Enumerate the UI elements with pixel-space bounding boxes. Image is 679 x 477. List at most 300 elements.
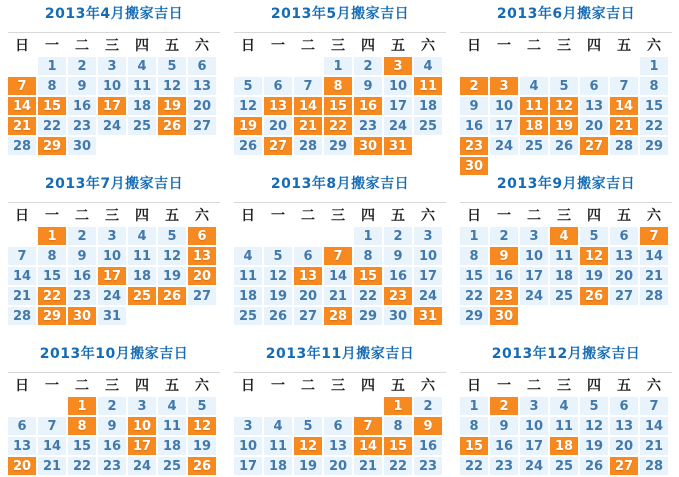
auspicious-day-cell: 29	[38, 307, 66, 325]
day-cell: 15	[38, 267, 66, 285]
calendar-grid	[6, 203, 218, 327]
day-cell: 10	[520, 417, 548, 435]
day-cell: 23	[68, 117, 96, 135]
weekday-header: 五	[391, 208, 405, 224]
week-row	[8, 247, 216, 265]
day-cell: 25	[158, 457, 186, 475]
day-cell: 26	[234, 137, 262, 155]
empty-cell	[128, 137, 156, 155]
day-cell: 27	[610, 287, 638, 305]
week-row	[460, 117, 668, 135]
auspicious-day-cell: 27	[264, 137, 292, 155]
empty-cell	[8, 57, 36, 75]
day-cell: 16	[68, 97, 96, 115]
day-cell: 12	[264, 267, 292, 285]
day-cell: 6	[8, 417, 36, 435]
weekday-header: 四	[587, 378, 601, 394]
auspicious-day-cell: 12	[294, 437, 322, 455]
auspicious-day-cell: 20	[8, 457, 36, 475]
weekday-header: 二	[527, 38, 541, 54]
auspicious-day-cell: 11	[414, 77, 442, 95]
day-cell: 27	[294, 307, 322, 325]
day-cell: 22	[460, 457, 488, 475]
empty-cell	[234, 227, 262, 245]
day-cell: 11	[234, 267, 262, 285]
weekday-header: 六	[195, 208, 209, 224]
calendar-2013-11	[226, 340, 452, 477]
auspicious-day-cell: 17	[98, 267, 126, 285]
weekday-header: 日	[241, 378, 255, 394]
week-row	[460, 77, 668, 95]
day-cell: 18	[128, 97, 156, 115]
day-cell: 18	[158, 437, 186, 455]
day-cell: 1	[460, 227, 488, 245]
day-cell: 11	[128, 77, 156, 95]
calendar-grid	[232, 373, 444, 477]
day-cell: 16	[68, 267, 96, 285]
week-row	[8, 97, 216, 115]
day-cell: 19	[264, 287, 292, 305]
day-cell: 17	[520, 267, 548, 285]
day-cell: 11	[550, 247, 578, 265]
day-cell: 5	[294, 417, 322, 435]
day-cell: 2	[354, 57, 382, 75]
weekday-header: 三	[105, 378, 119, 394]
weekday-header: 五	[617, 38, 631, 54]
weekday-header: 六	[195, 38, 209, 54]
auspicious-day-cell: 17	[128, 437, 156, 455]
weekday-header: 二	[527, 378, 541, 394]
day-cell: 4	[264, 417, 292, 435]
empty-cell	[324, 397, 352, 415]
day-cell: 24	[520, 457, 548, 475]
day-cell: 25	[414, 117, 442, 135]
day-cell: 1	[354, 227, 382, 245]
day-cell: 18	[264, 457, 292, 475]
calendar-2013-09	[452, 170, 679, 340]
day-cell: 16	[460, 117, 488, 135]
day-cell: 9	[98, 417, 126, 435]
day-cell: 11	[550, 417, 578, 435]
calendar-title: 2013年7月搬家吉日	[44, 176, 184, 192]
auspicious-day-cell: 7	[8, 77, 36, 95]
empty-cell	[264, 227, 292, 245]
day-cell: 9	[68, 247, 96, 265]
day-cell: 26	[264, 307, 292, 325]
auspicious-day-cell: 15	[384, 437, 412, 455]
day-cell: 29	[640, 137, 668, 155]
day-cell: 11	[128, 247, 156, 265]
day-cell: 5	[264, 247, 292, 265]
day-cell: 30	[68, 137, 96, 155]
day-cell: 28	[8, 307, 36, 325]
day-cell: 4	[550, 397, 578, 415]
empty-cell	[550, 57, 578, 75]
auspicious-day-cell: 12	[580, 247, 608, 265]
calendar-grid	[458, 203, 670, 327]
week-row	[8, 117, 216, 135]
weekday-header: 三	[105, 208, 119, 224]
auspicious-day-cell: 26	[580, 287, 608, 305]
day-cell: 13	[610, 247, 638, 265]
weekday-header-row	[460, 35, 668, 55]
day-cell: 12	[158, 247, 186, 265]
day-cell: 1	[324, 57, 352, 75]
empty-cell	[580, 307, 608, 325]
week-row	[460, 267, 668, 285]
week-row	[234, 137, 442, 155]
day-cell: 29	[324, 137, 352, 155]
calendar-2013-04	[0, 0, 226, 170]
week-row	[460, 437, 668, 455]
day-cell: 6	[294, 247, 322, 265]
calendar-grid	[458, 373, 670, 477]
day-cell: 1	[640, 57, 668, 75]
week-row	[460, 287, 668, 305]
day-cell: 15	[640, 97, 668, 115]
auspicious-day-cell: 27	[580, 137, 608, 155]
auspicious-day-cell: 19	[158, 97, 186, 115]
auspicious-day-cell: 21	[610, 117, 638, 135]
auspicious-day-cell: 29	[38, 137, 66, 155]
week-row	[8, 137, 216, 155]
day-cell: 29	[354, 307, 382, 325]
auspicious-day-cell: 15	[38, 97, 66, 115]
auspicious-day-cell: 9	[414, 417, 442, 435]
day-cell: 28	[640, 287, 668, 305]
day-cell: 5	[188, 397, 216, 415]
day-cell: 13	[188, 77, 216, 95]
day-cell: 8	[460, 247, 488, 265]
empty-cell	[188, 307, 216, 325]
empty-cell	[158, 307, 186, 325]
calendar-grid	[232, 203, 444, 327]
day-cell: 7	[294, 77, 322, 95]
day-cell: 3	[414, 227, 442, 245]
weekday-header: 五	[165, 38, 179, 54]
empty-cell	[234, 397, 262, 415]
auspicious-day-cell: 7	[354, 417, 382, 435]
day-cell: 4	[128, 227, 156, 245]
auspicious-day-cell: 17	[98, 97, 126, 115]
calendar-2013-12	[452, 340, 679, 477]
day-cell: 13	[8, 437, 36, 455]
day-cell: 10	[520, 247, 548, 265]
weekday-header: 五	[617, 208, 631, 224]
day-cell: 24	[98, 117, 126, 135]
weekday-header: 一	[497, 208, 511, 224]
day-cell: 4	[414, 57, 442, 75]
calendar-2013-07	[0, 170, 226, 340]
empty-cell	[640, 307, 668, 325]
day-cell: 24	[98, 287, 126, 305]
weekday-header: 四	[587, 208, 601, 224]
day-cell: 16	[98, 437, 126, 455]
day-cell: 7	[38, 417, 66, 435]
day-cell: 24	[128, 457, 156, 475]
weekday-header: 四	[135, 378, 149, 394]
day-cell: 28	[610, 137, 638, 155]
weekday-header: 五	[165, 208, 179, 224]
auspicious-day-cell: 3	[384, 57, 412, 75]
day-cell: 15	[68, 437, 96, 455]
day-cell: 22	[384, 457, 412, 475]
week-row	[8, 287, 216, 305]
empty-cell	[294, 227, 322, 245]
day-cell: 25	[550, 457, 578, 475]
day-cell: 9	[460, 97, 488, 115]
day-cell: 22	[38, 117, 66, 135]
auspicious-day-cell: 11	[520, 97, 548, 115]
day-cell: 6	[324, 417, 352, 435]
empty-cell	[188, 137, 216, 155]
auspicious-day-cell: 15	[354, 267, 382, 285]
auspicious-day-cell: 23	[490, 287, 518, 305]
auspicious-day-cell: 1	[38, 227, 66, 245]
day-cell: 11	[264, 437, 292, 455]
day-cell: 5	[234, 77, 262, 95]
auspicious-day-cell: 1	[384, 397, 412, 415]
weekday-header: 三	[557, 208, 571, 224]
day-cell: 8	[354, 247, 382, 265]
day-cell: 25	[550, 287, 578, 305]
day-cell: 3	[234, 417, 262, 435]
week-row	[234, 287, 442, 305]
empty-cell	[460, 57, 488, 75]
auspicious-day-cell: 14	[354, 437, 382, 455]
day-cell: 2	[414, 397, 442, 415]
day-cell: 6	[610, 227, 638, 245]
day-cell: 14	[324, 267, 352, 285]
auspicious-day-cell: 3	[490, 77, 518, 95]
calendar-grid	[458, 33, 670, 177]
auspicious-day-cell: 27	[610, 457, 638, 475]
weekday-header: 四	[135, 208, 149, 224]
auspicious-day-cell: 23	[384, 287, 412, 305]
day-cell: 21	[324, 287, 352, 305]
calendar-grid	[6, 33, 218, 157]
day-cell: 11	[158, 417, 186, 435]
day-cell: 6	[188, 57, 216, 75]
weekday-header-row	[234, 375, 442, 395]
weekday-header: 一	[271, 208, 285, 224]
day-cell: 5	[580, 227, 608, 245]
weekday-header: 五	[391, 38, 405, 54]
week-row	[460, 457, 668, 475]
day-cell: 25	[234, 307, 262, 325]
day-cell: 16	[490, 437, 518, 455]
auspicious-day-cell: 30	[68, 307, 96, 325]
auspicious-day-cell: 30	[460, 157, 488, 175]
weekday-header: 一	[45, 378, 59, 394]
day-cell: 15	[460, 267, 488, 285]
empty-cell	[264, 57, 292, 75]
day-cell: 17	[384, 97, 412, 115]
auspicious-day-cell: 10	[128, 417, 156, 435]
weekday-header: 二	[75, 208, 89, 224]
weekday-header: 五	[617, 378, 631, 394]
day-cell: 18	[234, 287, 262, 305]
day-cell: 6	[580, 77, 608, 95]
week-row	[460, 397, 668, 415]
weekday-header: 四	[587, 38, 601, 54]
auspicious-day-cell: 26	[158, 287, 186, 305]
week-row	[460, 57, 668, 75]
day-cell: 20	[294, 287, 322, 305]
week-row	[234, 247, 442, 265]
weekday-header: 二	[527, 208, 541, 224]
weekday-header: 三	[331, 208, 345, 224]
weekday-header: 六	[647, 38, 661, 54]
auspicious-day-cell: 13	[294, 267, 322, 285]
auspicious-day-cell: 8	[68, 417, 96, 435]
auspicious-day-cell: 21	[8, 117, 36, 135]
day-cell: 4	[128, 57, 156, 75]
day-cell: 19	[188, 437, 216, 455]
calendar-title: 2013年9月搬家吉日	[496, 176, 636, 192]
auspicious-day-cell: 8	[324, 77, 352, 95]
calendar-title: 2013年4月搬家吉日	[44, 6, 184, 22]
day-cell: 8	[384, 417, 412, 435]
week-row	[8, 457, 216, 475]
calendar-2013-05	[226, 0, 452, 170]
day-cell: 20	[264, 117, 292, 135]
day-cell: 24	[520, 287, 548, 305]
day-cell: 22	[68, 457, 96, 475]
day-cell: 7	[610, 77, 638, 95]
day-cell: 10	[98, 77, 126, 95]
weekday-header: 五	[165, 378, 179, 394]
day-cell: 8	[640, 77, 668, 95]
week-row	[234, 117, 442, 135]
empty-cell	[490, 57, 518, 75]
day-cell: 24	[384, 117, 412, 135]
week-row	[234, 267, 442, 285]
auspicious-day-cell: 19	[234, 117, 262, 135]
auspicious-day-cell: 14	[294, 97, 322, 115]
auspicious-day-cell: 7	[324, 247, 352, 265]
auspicious-day-cell: 31	[384, 137, 412, 155]
auspicious-day-cell: 15	[324, 97, 352, 115]
empty-cell	[550, 307, 578, 325]
auspicious-day-cell: 26	[158, 117, 186, 135]
day-cell: 5	[550, 77, 578, 95]
day-cell: 6	[264, 77, 292, 95]
day-cell: 17	[414, 267, 442, 285]
day-cell: 19	[294, 457, 322, 475]
day-cell: 16	[490, 267, 518, 285]
day-cell: 7	[8, 247, 36, 265]
day-cell: 21	[640, 437, 668, 455]
auspicious-day-cell: 15	[460, 437, 488, 455]
day-cell: 2	[68, 227, 96, 245]
auspicious-day-cell: 28	[324, 307, 352, 325]
day-cell: 3	[128, 397, 156, 415]
auspicious-day-cell: 30	[354, 137, 382, 155]
auspicious-day-cell: 31	[414, 307, 442, 325]
weekday-header: 六	[195, 378, 209, 394]
weekday-header: 一	[497, 38, 511, 54]
weekday-header: 日	[15, 378, 29, 394]
day-cell: 14	[38, 437, 66, 455]
auspicious-day-cell: 12	[550, 97, 578, 115]
day-cell: 20	[324, 457, 352, 475]
week-row	[460, 247, 668, 265]
day-cell: 8	[38, 77, 66, 95]
day-cell: 20	[188, 97, 216, 115]
day-cell: 22	[640, 117, 668, 135]
day-cell: 10	[98, 247, 126, 265]
day-cell: 2	[490, 227, 518, 245]
empty-cell	[98, 137, 126, 155]
week-row	[8, 227, 216, 245]
week-row	[8, 307, 216, 325]
weekday-header: 二	[75, 38, 89, 54]
day-cell: 17	[234, 457, 262, 475]
weekday-header: 一	[497, 378, 511, 394]
day-cell: 17	[490, 117, 518, 135]
weekday-header: 日	[467, 38, 481, 54]
day-cell: 28	[640, 457, 668, 475]
week-row	[234, 57, 442, 75]
week-row	[8, 437, 216, 455]
day-cell: 6	[610, 397, 638, 415]
empty-cell	[8, 227, 36, 245]
day-cell: 28	[8, 137, 36, 155]
day-cell: 22	[354, 287, 382, 305]
auspicious-day-cell: 1	[68, 397, 96, 415]
day-cell: 12	[158, 77, 186, 95]
weekday-header-row	[8, 375, 216, 395]
day-cell: 23	[490, 457, 518, 475]
auspicious-day-cell: 23	[460, 137, 488, 155]
auspicious-day-cell: 14	[8, 97, 36, 115]
empty-cell	[610, 57, 638, 75]
day-cell: 9	[354, 77, 382, 95]
day-cell: 23	[68, 287, 96, 305]
day-cell: 9	[384, 247, 412, 265]
weekday-header: 六	[421, 38, 435, 54]
auspicious-day-cell: 7	[640, 227, 668, 245]
day-cell: 13	[610, 417, 638, 435]
week-row	[234, 437, 442, 455]
auspicious-day-cell: 22	[38, 287, 66, 305]
day-cell: 10	[414, 247, 442, 265]
calendar-title: 2013年12月搬家吉日	[491, 346, 641, 362]
day-cell: 19	[580, 437, 608, 455]
auspicious-day-cell: 22	[324, 117, 352, 135]
day-cell: 30	[384, 307, 412, 325]
weekday-header: 四	[361, 378, 375, 394]
empty-cell	[38, 397, 66, 415]
day-cell: 21	[38, 457, 66, 475]
auspicious-day-cell: 25	[128, 287, 156, 305]
day-cell: 24	[490, 137, 518, 155]
day-cell: 17	[520, 437, 548, 455]
day-cell: 22	[460, 287, 488, 305]
weekday-header: 三	[105, 38, 119, 54]
day-cell: 5	[580, 397, 608, 415]
empty-cell	[294, 397, 322, 415]
calendar-title: 2013年5月搬家吉日	[270, 6, 410, 22]
week-row	[460, 307, 668, 325]
day-cell: 5	[158, 227, 186, 245]
day-cell: 25	[128, 117, 156, 135]
day-cell: 9	[68, 77, 96, 95]
day-cell: 21	[354, 457, 382, 475]
day-cell: 25	[520, 137, 548, 155]
auspicious-day-cell: 30	[490, 307, 518, 325]
